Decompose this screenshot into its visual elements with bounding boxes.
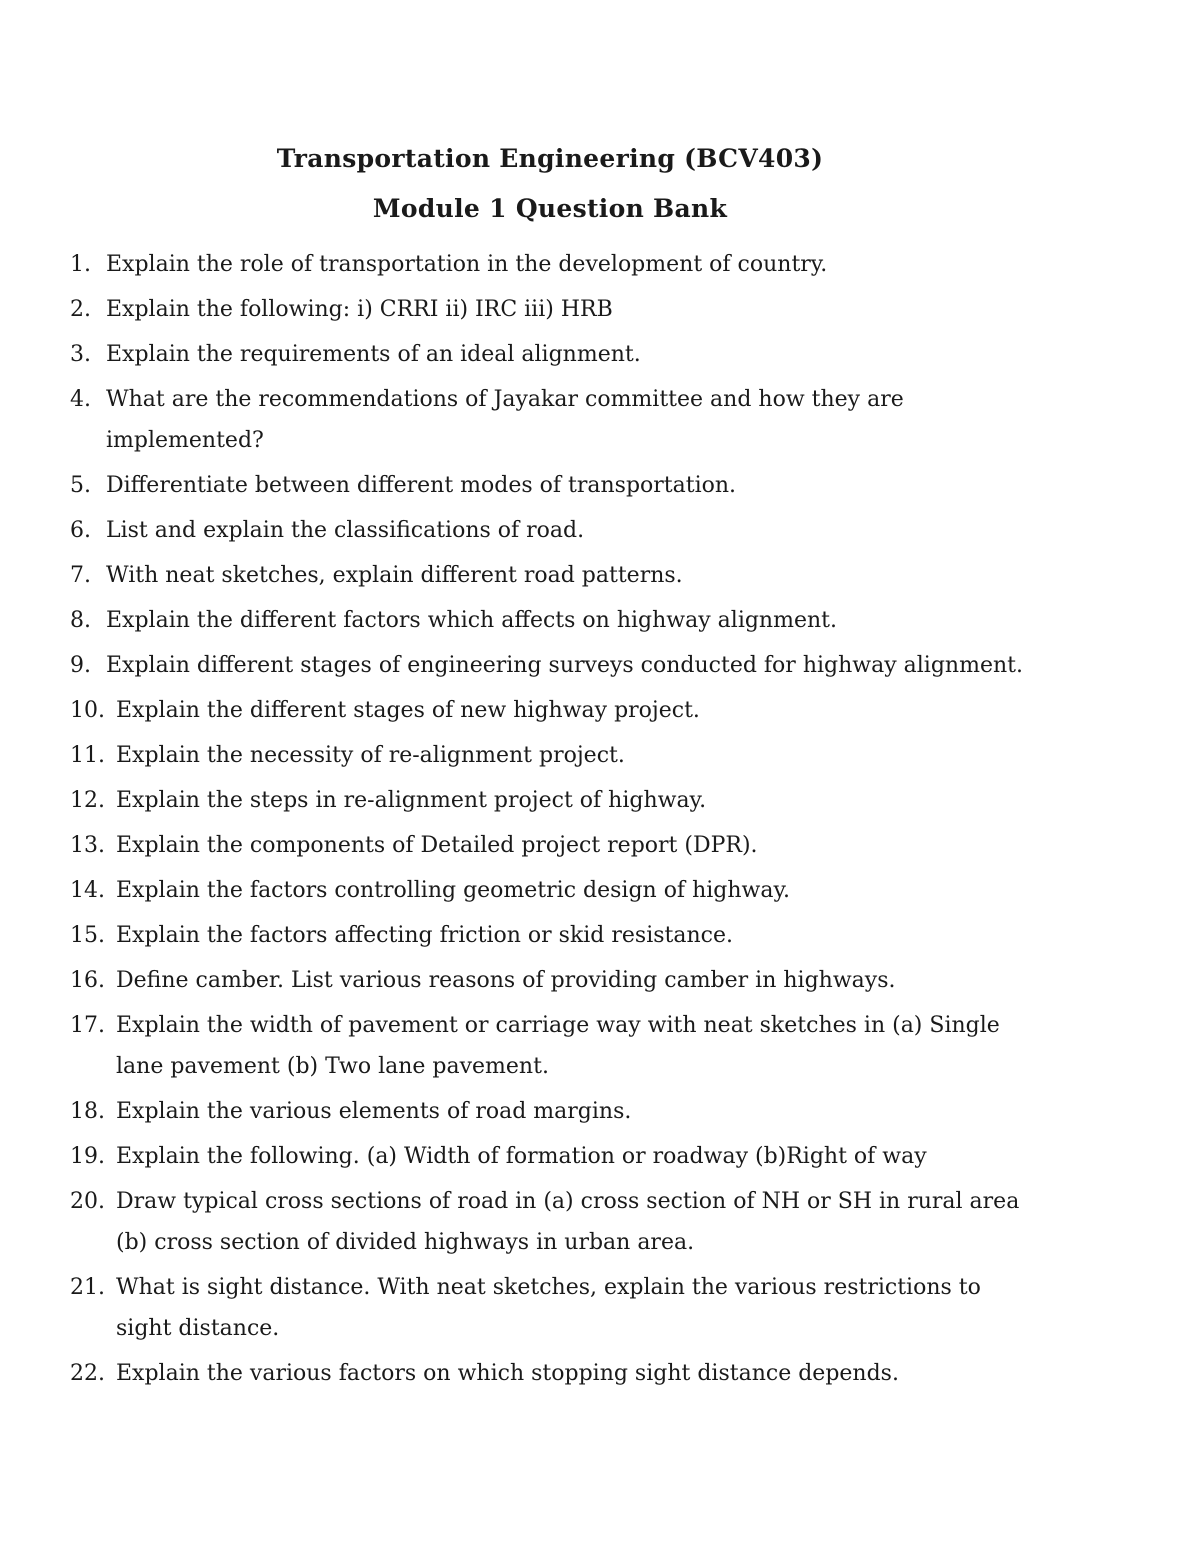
question-text-line: List and explain the classifications of road. — [106, 518, 585, 543]
question-item — [70, 555, 1150, 596]
question-text-line: Differentiate between different modes of transportation. — [106, 473, 737, 498]
question-item — [70, 690, 1150, 731]
question-text-line: Define camber. List various reasons of providing camber in highways. — [116, 968, 896, 993]
question-text-line: Explain the different stages of new highway project. — [116, 698, 700, 723]
question-item — [70, 244, 1150, 285]
question-number: 15. — [70, 923, 105, 948]
question-list — [70, 244, 1150, 1398]
question-text-line: Explain different stages of engineering surveys conducted for highway alignment. — [106, 653, 1023, 678]
question-item — [70, 780, 1150, 821]
question-text-line: Explain the width of pavement or carriage way with neat sketches in (a) Single — [116, 1013, 1000, 1038]
question-text-line: What are the recommendations of Jayakar committee and how they are — [106, 387, 904, 412]
question-text — [116, 1267, 1150, 1349]
question-text — [106, 510, 1150, 551]
question-text — [116, 780, 1150, 821]
question-text — [116, 1181, 1150, 1263]
question-item — [70, 870, 1150, 911]
question-text-line: Explain the various factors on which stopping sight distance depends. — [116, 1361, 899, 1386]
question-text — [106, 600, 1150, 641]
question-text — [106, 289, 1150, 330]
question-text-line: Explain the factors controlling geometric design of highway. — [116, 878, 790, 903]
question-text-line: lane pavement (b) Two lane pavement. — [116, 1054, 549, 1079]
question-text-line: Draw typical cross sections of road in (a) cross section of NH or SH in rural area — [116, 1189, 1020, 1214]
question-text — [106, 334, 1150, 375]
question-text — [116, 915, 1150, 956]
question-text — [116, 1091, 1150, 1132]
question-item — [70, 1181, 1150, 1263]
question-item — [70, 735, 1150, 776]
question-text — [116, 1005, 1150, 1087]
question-number: 11. — [70, 743, 105, 768]
question-number: 12. — [70, 788, 105, 813]
question-item — [70, 960, 1150, 1001]
question-item — [70, 1091, 1150, 1132]
question-item — [70, 825, 1150, 866]
question-text-line: Explain the different factors which affects on highway alignment. — [106, 608, 837, 633]
question-text-line: With neat sketches, explain different road patterns. — [106, 563, 683, 588]
question-item — [70, 1267, 1150, 1349]
question-number: 21. — [70, 1275, 105, 1300]
question-text-line: implemented? — [106, 428, 264, 453]
question-item — [70, 1136, 1150, 1177]
question-number: 10. — [70, 698, 105, 723]
question-text-line: Explain the role of transportation in the development of country. — [106, 252, 828, 277]
question-text — [106, 379, 1150, 461]
question-number: 1. — [70, 252, 91, 277]
question-number: 2. — [70, 297, 91, 322]
question-text-line: Explain the necessity of re-alignment project. — [116, 743, 625, 768]
question-number: 20. — [70, 1189, 105, 1214]
question-number: 22. — [70, 1361, 105, 1386]
question-item — [70, 510, 1150, 551]
question-number: 18. — [70, 1099, 105, 1124]
question-item — [70, 289, 1150, 330]
question-number: 13. — [70, 833, 105, 858]
question-text-line: (b) cross section of divided highways in urban area. — [116, 1230, 695, 1255]
question-item — [70, 915, 1150, 956]
question-text-line: Explain the following. (a) Width of formation or roadway (b)Right of way — [116, 1144, 927, 1169]
question-text — [106, 555, 1150, 596]
question-item — [70, 1005, 1150, 1087]
question-text — [106, 645, 1150, 686]
question-number: 14. — [70, 878, 105, 903]
question-text-line: Explain the components of Detailed project report (DPR). — [116, 833, 758, 858]
question-text — [106, 244, 1150, 285]
question-number: 4. — [70, 387, 91, 412]
question-number: 3. — [70, 342, 91, 367]
question-item — [70, 1353, 1150, 1394]
question-number: 7. — [70, 563, 91, 588]
question-text — [116, 1353, 1150, 1394]
question-item — [70, 334, 1150, 375]
question-text-line: What is sight distance. With neat sketches, explain the various restrictions to — [116, 1275, 981, 1300]
question-text — [106, 465, 1150, 506]
question-number: 17. — [70, 1013, 105, 1038]
question-number: 6. — [70, 518, 91, 543]
question-text-line: Explain the following: i) CRRI ii) IRC iii) HRB — [106, 297, 613, 322]
question-text-line: Explain the steps in re-alignment project of highway. — [116, 788, 707, 813]
question-text — [116, 690, 1150, 731]
question-text-line: Explain the factors affecting friction or skid resistance. — [116, 923, 733, 948]
question-item — [70, 379, 1150, 461]
document-subtitle: Module 1 Question Bank — [372, 194, 728, 223]
question-text-line: Explain the requirements of an ideal alignment. — [106, 342, 641, 367]
question-number: 8. — [70, 608, 91, 633]
question-text — [116, 960, 1150, 1001]
question-item — [70, 600, 1150, 641]
question-text — [116, 825, 1150, 866]
question-number: 5. — [70, 473, 91, 498]
question-number: 16. — [70, 968, 105, 993]
question-number: 19. — [70, 1144, 105, 1169]
question-text — [116, 735, 1150, 776]
question-item — [70, 465, 1150, 506]
question-text-line: sight distance. — [116, 1316, 280, 1341]
question-text — [116, 1136, 1150, 1177]
question-text-line: Explain the various elements of road margins. — [116, 1099, 632, 1124]
question-text — [116, 870, 1150, 911]
question-item — [70, 645, 1150, 686]
question-number: 9. — [70, 653, 91, 678]
document-title: Transportation Engineering (BCV403) — [276, 144, 824, 173]
